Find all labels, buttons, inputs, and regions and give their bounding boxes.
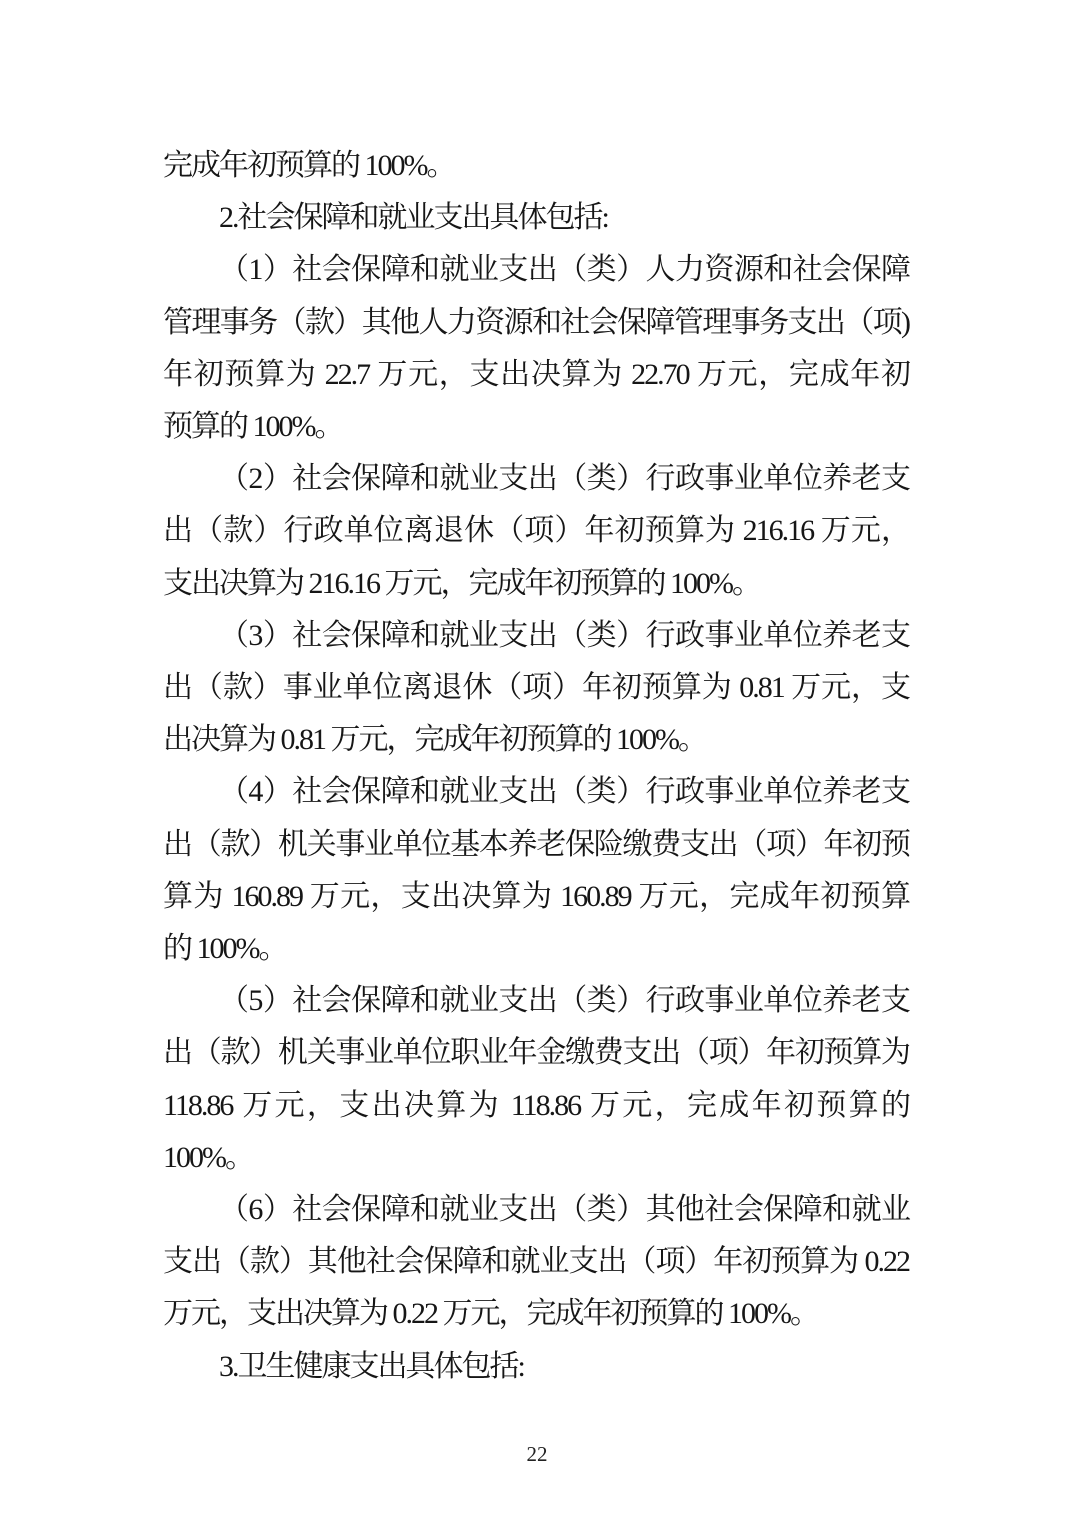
- text-line: 3.卫生健康支出具体包括:: [219, 1349, 524, 1383]
- text-line: 万元，支出决算为 0.22 万元，完成年初预算的 100%。: [163, 1297, 818, 1331]
- text-line: （3）社会保障和就业支出（类）行政事业单位养老支: [219, 618, 909, 652]
- text-line: 出（款）事业单位离退休（项）年初预算为 0.81 万元，支: [163, 671, 909, 705]
- text-line: 出（款）机关事业单位职业年金缴费支出（项）年初预算为: [163, 1036, 909, 1070]
- text-line: （4）社会保障和就业支出（类）行政事业单位养老支: [219, 775, 909, 809]
- text-line: 预算的 100%。: [163, 410, 343, 444]
- document-body: [163, 140, 909, 1393]
- text-line: 完成年初预算的 100%。: [163, 149, 455, 182]
- text-line: 的 100%。: [163, 932, 287, 966]
- text-line: 支出决算为 216.16 万元，完成年初预算的 100%。: [163, 566, 760, 600]
- text-line: 支出（款）其他社会保障和就业支出（项）年初预算为 0.22: [163, 1245, 909, 1279]
- text-line: （2）社会保障和就业支出（类）行政事业单位养老支: [219, 462, 909, 496]
- text-line: 100%。: [163, 1140, 253, 1174]
- page-number: 22: [526, 1442, 548, 1466]
- text-line: （5）社会保障和就业支出（类）行政事业单位养老支: [219, 984, 909, 1018]
- text-line: 出决算为 0.81 万元，完成年初预算的 100%。: [163, 723, 706, 757]
- text-line: 2.社会保障和就业支出具体包括:: [219, 201, 608, 235]
- text-line: 年初预算为 22.7 万元，支出决算为 22.70 万元，完成年初: [163, 357, 909, 391]
- text-line: 管理事务（款）其他人力资源和社会保障管理事务支出（项): [163, 305, 909, 339]
- text-line: （1）社会保障和就业支出（类）人力资源和社会保障: [219, 253, 909, 287]
- text-line: 算为 160.89 万元，支出决算为 160.89 万元，完成年初预算: [163, 879, 909, 913]
- text-line: （6）社会保障和就业支出（类）其他社会保障和就业: [219, 1193, 909, 1227]
- text-line: 118.86 万元，支出决算为 118.86 万元，完成年初预算的: [163, 1088, 909, 1122]
- text-line: 出（款）行政单位离退休（项）年初预算为 216.16 万元，: [163, 514, 909, 548]
- text-line: 出（款）机关事业单位基本养老保险缴费支出（项）年初预: [163, 827, 909, 861]
